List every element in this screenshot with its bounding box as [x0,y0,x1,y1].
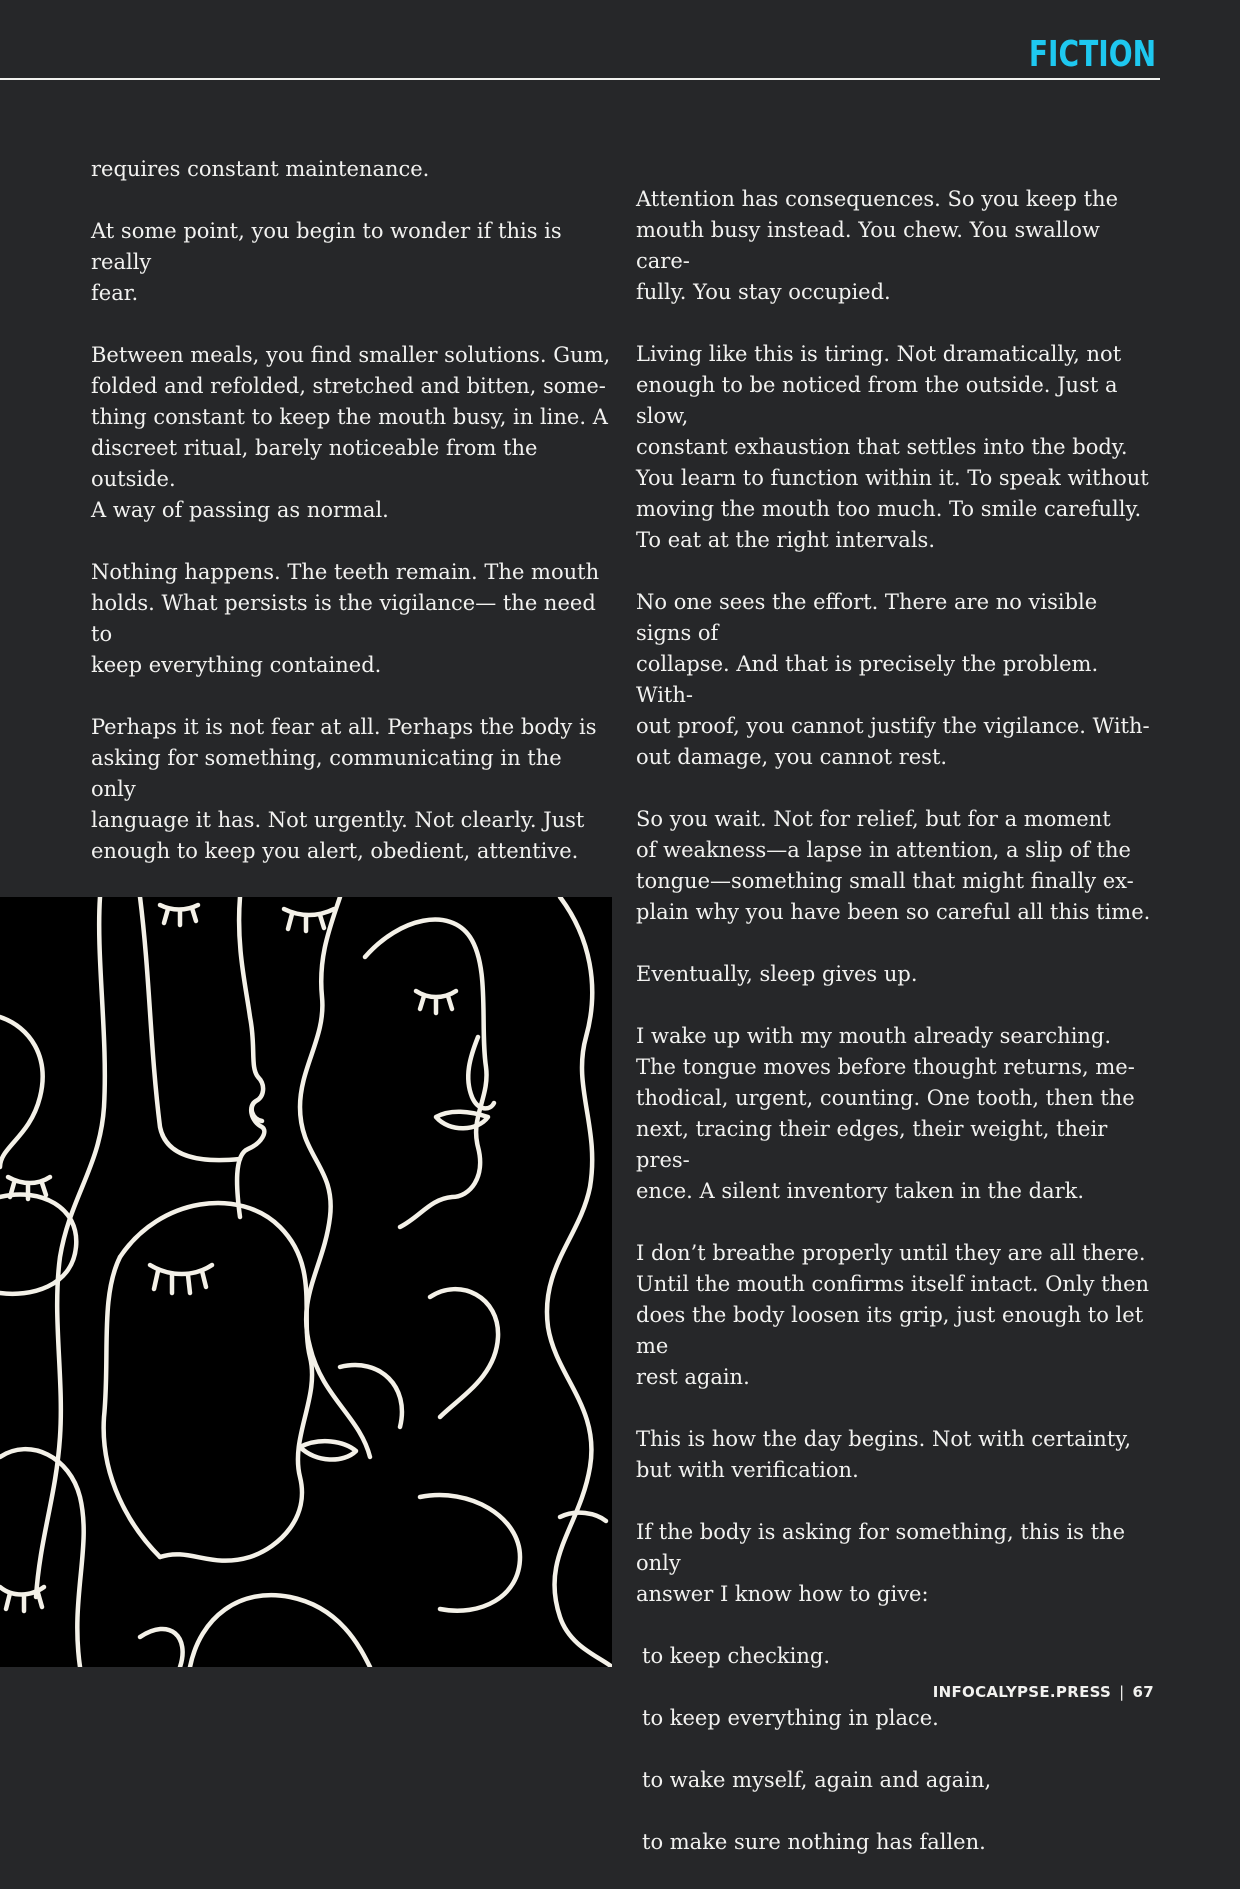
publication-name: INFOCALYPSE.PRESS [932,1683,1112,1701]
paragraph: So you wait. Not for relief, but for a moment of weakness—a lapse in attention, a slip of the tongue—something small that might finally ex- plain why you have been so careful all this time. [636,807,1151,924]
contour-line [120,1203,312,1561]
closed-eye-lashes [150,1265,212,1293]
faces-line-art [0,897,612,1667]
paragraph: At some point, you begin to wonder if this is really fear. [91,219,562,305]
paragraph: Living like this is tiring. Not dramatically, not enough to be noticed from the outside. Just a slow, constant exhaustion that settles into the body. You learn to function within it. To speak without moving the mouth too much. To smile carefully. To eat at the right intervals. [636,342,1149,552]
refrain-line: to wake myself, again and again, [642,1768,992,1792]
page-footer [933,1683,1154,1701]
paragraph: Between meals, you find smaller solutions. Gum, folded and refolded, stretched and bitten, some- thing constant to keep the mouth busy, in line. A discreet ritual, barely noticeable from the outside. A way of passing as normal. [91,343,611,522]
closed-eye-lashes [416,991,456,1013]
header-rule [0,78,1160,80]
page-number: 67 [1132,1683,1154,1701]
paragraph: Eventually, sleep gives up. [636,962,918,986]
paragraph: Perhaps it is not fear at all. Perhaps the body is asking for something, communicating in the only language it has. Not urgently. Not clearly. Just enough to keep you alert, obedient, attentive. [91,715,597,863]
paragraph: I wake up with my mouth already searching. The tongue moves before thought returns, me- thodical, urgent, counting. One tooth, then the next, tracing their edges, their weight, their pres- ence. A silent inventory taken in the dark. [636,1024,1135,1203]
contour-line [104,1257,160,1557]
contour-line [140,1629,183,1667]
paragraph: I don’t breathe properly until they are all there. Until the mouth confirms itself intact. Only then does the body loosen its grip, just enough to let me rest again. [636,1241,1150,1389]
footer-separator: | [1119,1683,1125,1701]
paragraph: Attention has consequences. So you keep the mouth busy instead. You chew. You swallow care- fully. You stay occupied. [636,187,1118,304]
paragraph: Nothing happens. The teeth remain. The mouth holds. What persists is the vigilance— the need to keep everything contained. [91,560,600,677]
closed-eye-lashes [0,1587,44,1611]
lips-line [560,1513,606,1521]
contour-line [430,1289,498,1417]
paragraph: No one sees the effort. There are no visible signs of collapse. And that is precisely the problem. With- out proof, you cannot justify the vigilance. With- out damage, you cannot rest. [636,590,1150,769]
paragraph: If the body is asking for something, this is the only answer I know how to give: [636,1520,1126,1606]
line-art-faces-illustration [0,897,612,1667]
contour-line [0,1017,43,1167]
closed-eye-lashes [160,905,198,925]
left-column [91,154,611,960]
lips-line [300,1441,356,1459]
paragraph: This is how the day begins. Not with certainty, but with verification. [636,1427,1132,1482]
lips-line [252,1101,262,1121]
contour-line [420,1495,520,1611]
closed-eye-lashes [284,909,334,931]
contour-line [190,1595,370,1667]
contour-line [237,897,264,1217]
section-label: FICTION [1028,34,1156,75]
lips-line [436,1112,488,1129]
contour-line [36,897,105,1597]
contour-line [547,897,612,1667]
right-column [636,184,1156,1889]
paragraph: requires constant maintenance. [91,157,430,181]
contour-line [140,897,240,1160]
refrain-line: to keep everything in place. [642,1706,939,1730]
refrain-line: to make sure nothing has fallen. [642,1830,986,1854]
refrain-line: to keep checking. [642,1644,831,1668]
